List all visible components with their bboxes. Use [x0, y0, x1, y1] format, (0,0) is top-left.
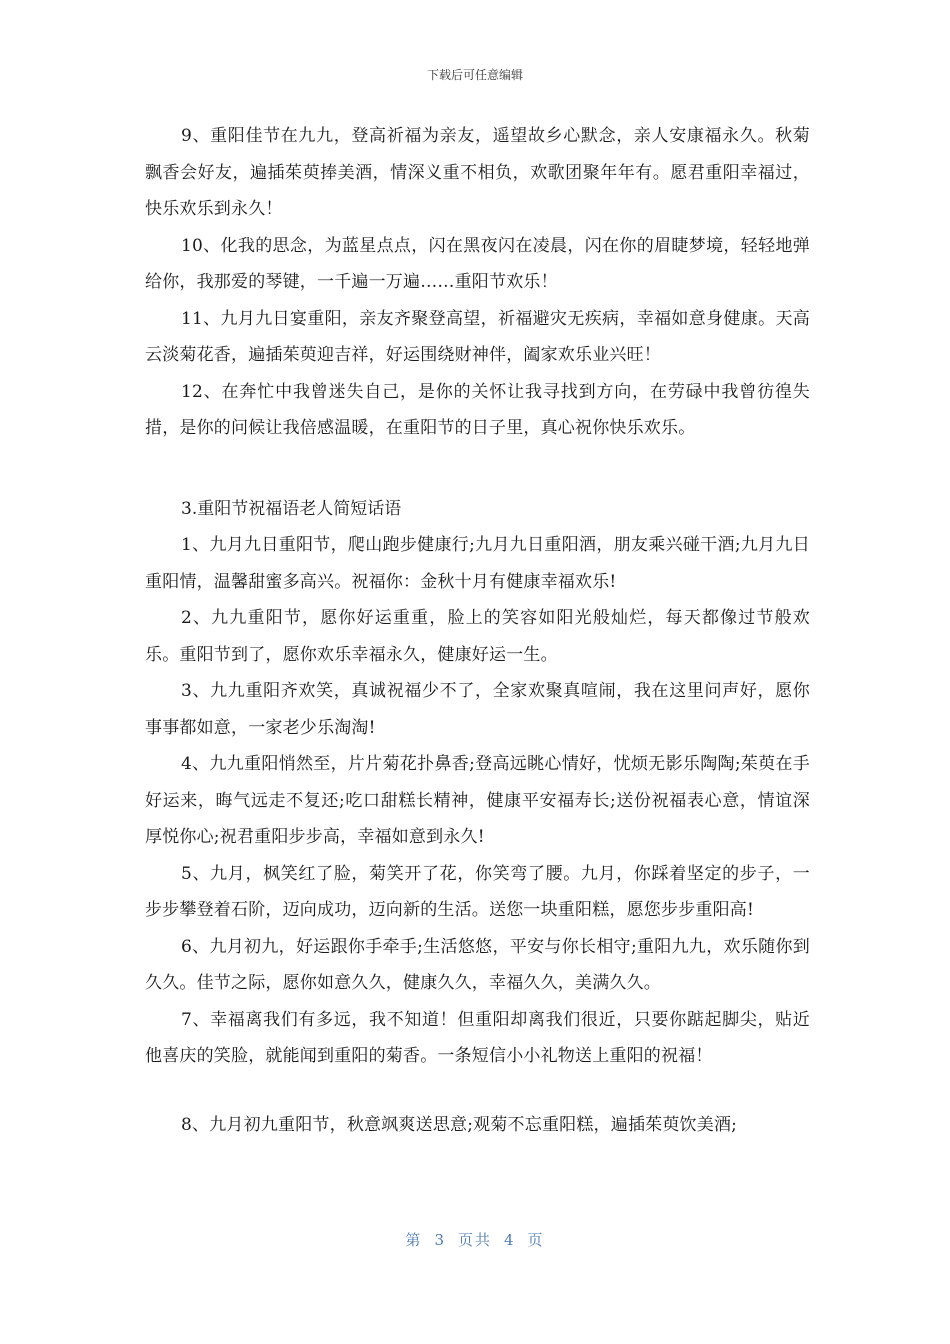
document-body [145, 118, 810, 1143]
paragraph: 11、九月九日宴重阳，亲友齐聚登高望，祈福避灾无疾病，幸福如意身健康。天高云淡菊花香，遍插茱萸迎吉祥，好运围绕财神伴，阖家欢乐业兴旺！ [145, 308, 810, 365]
paragraph: 4、九九重阳悄然至，片片菊花扑鼻香;登高远眺心情好，忧烦无影乐陶陶;茱萸在手好运来，晦气远走不复还;吃口甜糕长精神，健康平安福寿长;送份祝福表心意，情谊深厚悦你心;祝君重阳步步高，幸福如意到永久! [145, 754, 810, 847]
paragraph: 1、九月九日重阳节，爬山跑步健康行;九月九日重阳酒，朋友乘兴碰干酒;九月九日重阳情，温馨甜蜜多高兴。祝福你：金秋十月有健康幸福欢乐! [145, 535, 810, 592]
page-header: 下载后可任意编辑 [426, 68, 523, 82]
paragraph: 12、在奔忙中我曾迷失自己，是你的关怀让我寻找到方向，在劳碌中我曾彷徨失措，是你的问候让我倍感温暖，在重阳节的日子里，真心祝你快乐欢乐。 [145, 381, 810, 438]
paragraph: 6、九月初九，好运跟你手牵手;生活悠悠，平安与你长相守;重阳九九，欢乐随你到久久。佳节之际，愿你如意久久，健康久久，幸福久久，美满久久。 [145, 936, 810, 993]
footer-label-of: 页共 [457, 1231, 492, 1249]
paragraph: 8、九月初九重阳节，秋意飒爽送思意;观菊不忘重阳糕，遍插茱萸饮美酒; [181, 1114, 738, 1135]
paragraph: 10、化我的思念，为蓝星点点，闪在黑夜闪在凌晨，闪在你的眉睫梦境，轻轻地弹给你，我那爱的琴键，一千遍一万遍……重阳节欢乐！ [145, 235, 810, 292]
footer-total-pages: 4 [504, 1231, 516, 1249]
page-footer [0, 1229, 950, 1250]
footer-current-page: 3 [434, 1231, 446, 1249]
section-spacer [145, 447, 810, 491]
paragraph: 5、九月，枫笑红了脸，菊笑开了花，你笑弯了腰。九月，你踩着坚定的步子，一步步攀登着石阶，迈向成功，迈向新的生活。送您一块重阳糕，愿您步步重阳高! [145, 863, 810, 920]
section-spacer [145, 1075, 810, 1107]
paragraph: 2、九九重阳节，愿你好运重重，脸上的笑容如阳光般灿烂，每天都像过节般欢乐。重阳节到了，愿你欢乐幸福永久，健康好运一生。 [145, 608, 810, 665]
footer-label-end: 页 [527, 1231, 545, 1249]
section-heading: 3.重阳节祝福语老人简短话语 [181, 498, 402, 519]
paragraph: 7、幸福离我们有多远，我不知道！但重阳却离我们很近，只要你踮起脚尖，贴近他喜庆的笑脸，就能闻到重阳的菊香。一条短信小小礼物送上重阳的祝福！ [145, 1009, 810, 1066]
paragraph: 3、九九重阳齐欢笑，真诚祝福少不了，全家欢聚真喧闹，我在这里问声好，愿你事事都如意，一家老少乐淘淘! [145, 681, 810, 738]
footer-label-page: 第 [405, 1231, 423, 1249]
paragraph: 9、重阳佳节在九九，登高祈福为亲友，遥望故乡心默念，亲人安康福永久。秋菊飘香会好友，遍插茱萸捧美酒，情深义重不相负，欢歌团聚年年有。愿君重阳幸福过，快乐欢乐到永久！ [145, 126, 810, 219]
